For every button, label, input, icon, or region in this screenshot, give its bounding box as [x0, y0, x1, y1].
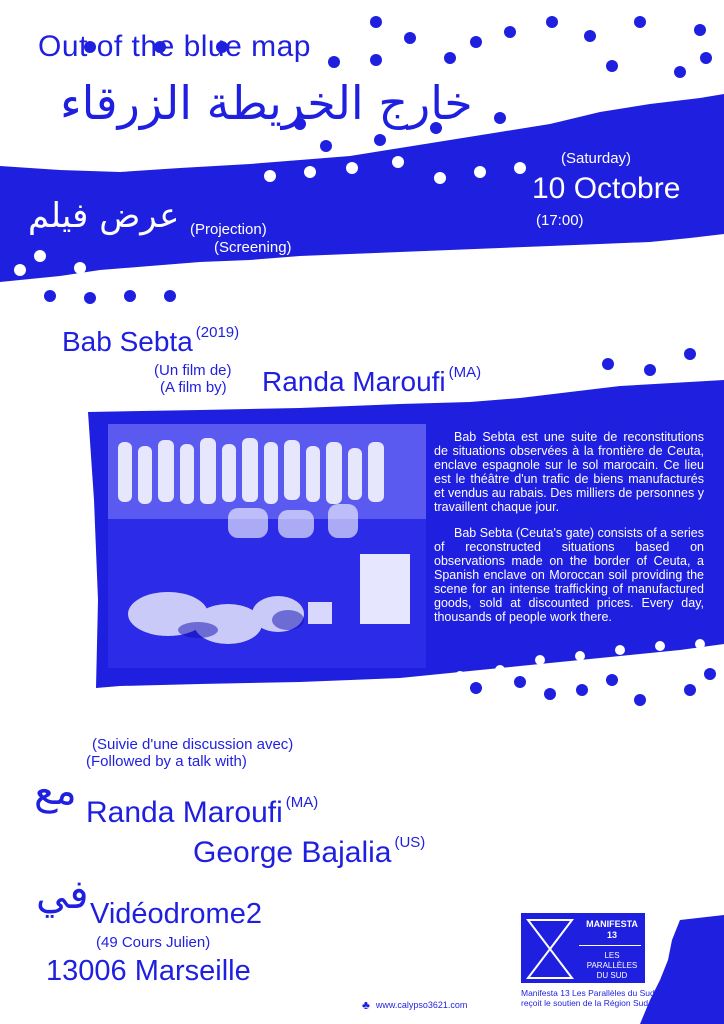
logo-line1: MANIFESTA	[586, 919, 638, 929]
film-title: Bab Sebta	[62, 326, 193, 357]
speaker1-country: (MA)	[285, 794, 319, 811]
website-line	[362, 998, 467, 1012]
website-link[interactable]: www.calypso3621.com	[375, 1000, 468, 1010]
film-director: Randa Maroufi	[262, 366, 446, 397]
title-english: Out of the blue map	[38, 30, 311, 63]
talk-intro-en: (Followed by a talk with)	[86, 753, 247, 770]
speaker2-line	[193, 836, 425, 870]
speaker1-line	[86, 796, 318, 830]
talk-intro-fr: (Suivie d'une discussion avec)	[92, 736, 294, 753]
film-director-country: (MA)	[448, 364, 482, 381]
film-description-fr: Bab Sebta est une suite de reconstitutions de situations observées à la frontière de Ceuta, enclave espagnole sur le sol marocain. Ce lieu est le théâtre d'un trafic de biens manufacturés et vendus au rabais. Des milliers de personnes y travaillent chaque jour.	[434, 430, 704, 514]
film-still-image	[108, 424, 426, 668]
venue-name: Vidéodrome2	[90, 898, 262, 930]
speaker2-country: (US)	[394, 834, 426, 851]
film-description	[434, 430, 704, 636]
venue-city: 13006 Marseille	[46, 955, 251, 987]
clover-icon: ♣	[362, 998, 370, 1012]
event-day-fr: (Samedi)	[576, 130, 637, 147]
speaker2-name: George Bajalia	[193, 836, 392, 869]
film-description-en: Bab Sebta (Ceuta's gate) consists of a series of reconstructed situations based on observations made on the border of Ceuta, a Spanish enclave on Moroccan soil providing the scene for an intense trafficking of manufactured goods, sold at discounted prices. Every day, thousands of people work there.	[434, 526, 704, 624]
event-type-en: (Screening)	[214, 239, 292, 256]
speaker1-name: Randa Maroufi	[86, 796, 283, 829]
event-day-en: (Saturday)	[561, 150, 632, 167]
logo-line4: DU SUD	[596, 971, 628, 980]
credit-line2: reçoit le soutien de la Région Sud	[521, 998, 649, 1008]
torn-blue-shape-bottom	[640, 915, 724, 1024]
manifesta-logo	[521, 913, 645, 983]
title-arabic: خارج الخريطة الزرقاء	[60, 76, 473, 130]
event-type-fr: (Projection)	[190, 221, 267, 238]
film-title-line	[62, 326, 239, 358]
event-date: 10 Octobre	[532, 172, 681, 205]
film-year: (2019)	[195, 324, 240, 341]
venue-address: (49 Cours Julien)	[96, 934, 211, 951]
logo-line3: LES PARALLÈLES	[586, 951, 638, 970]
event-type-arabic: عرض فيلم	[28, 196, 180, 236]
talk-with-arabic: مع	[34, 768, 77, 814]
film-by-en: (A film by)	[160, 379, 227, 396]
film-director-line	[262, 366, 481, 398]
film-by-fr: (Un film de)	[154, 362, 232, 379]
logo-line2: 13	[606, 930, 617, 940]
manifesta-logo-mark	[525, 917, 575, 981]
venue-in-arabic: في	[36, 872, 89, 918]
event-time: (17:00)	[536, 212, 584, 229]
credit-line1: Manifesta 13 Les Parallèles du Sud	[521, 988, 655, 998]
